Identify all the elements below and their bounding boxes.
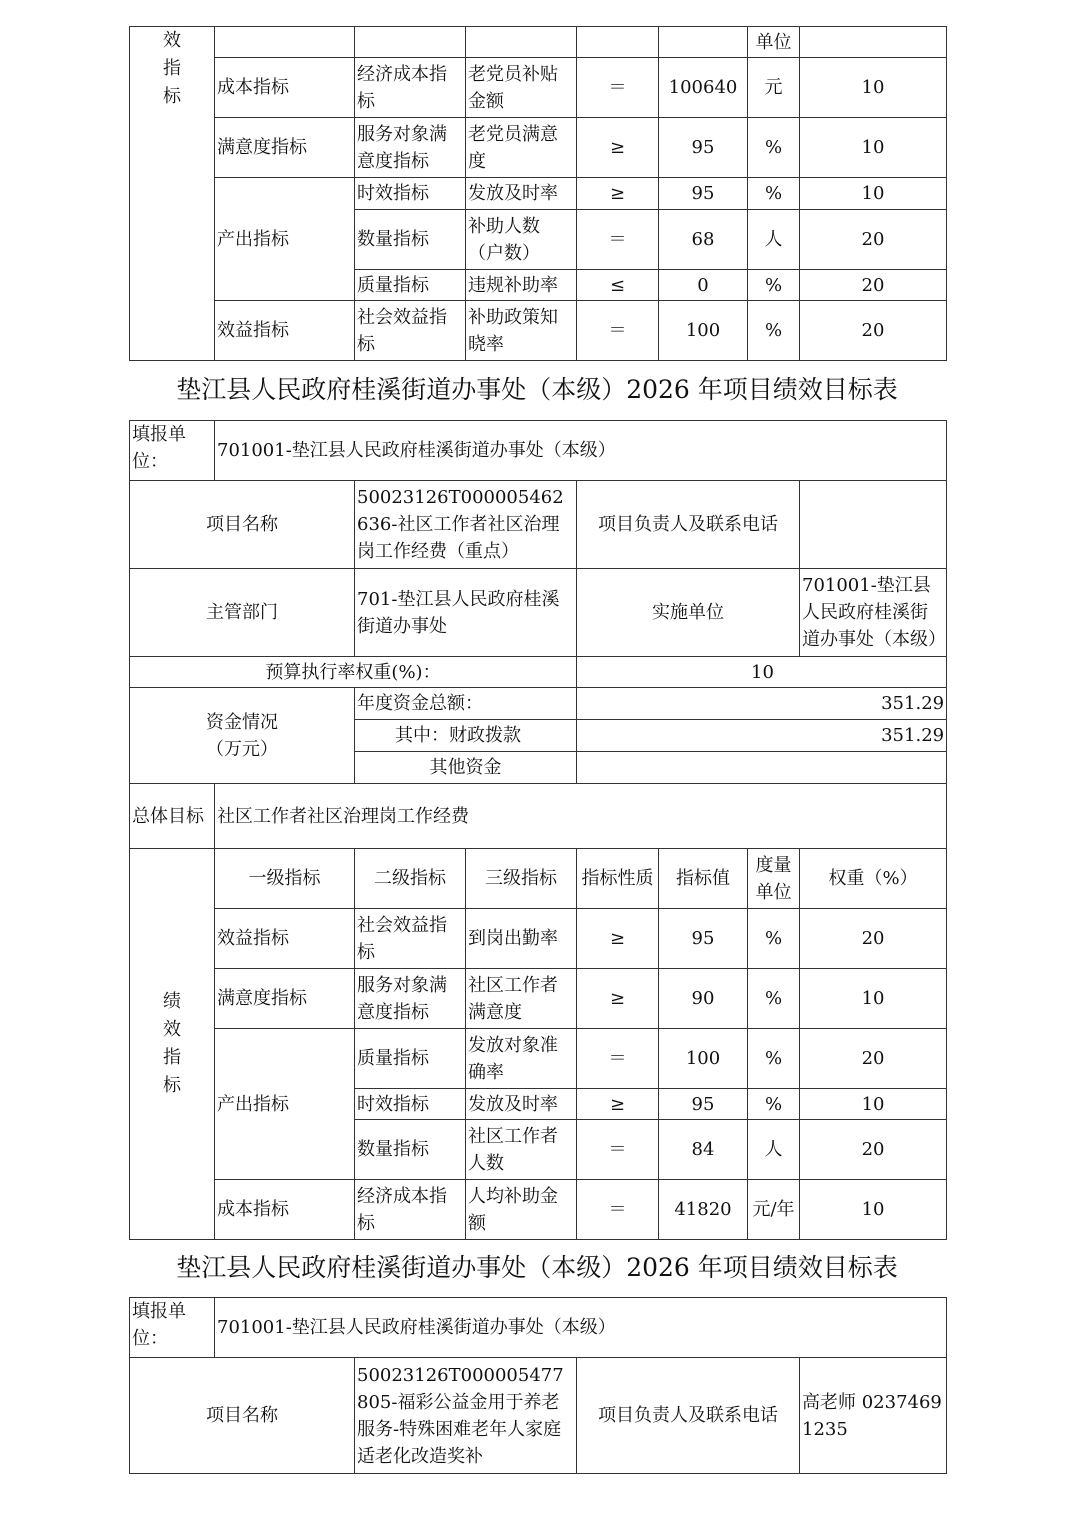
table-row	[130, 969, 947, 1029]
level1-cell: 满意度指标	[215, 969, 355, 1029]
weight-cell: 10	[800, 58, 947, 118]
fill-unit-label: 填报单位：	[130, 421, 215, 481]
operator-cell: ≥	[577, 118, 659, 178]
dept-label: 主管部门	[130, 569, 355, 657]
level2-cell: 服务对象满意度指标	[355, 969, 466, 1029]
level1-cell: 满意度指标	[215, 118, 355, 178]
level3-cell: 人均补助金额	[466, 1180, 577, 1240]
table-row	[130, 301, 947, 361]
table-row	[130, 178, 947, 210]
operator-cell: ≥	[577, 969, 659, 1029]
performance-table-2	[129, 1297, 947, 1474]
level3-cell: 到岗出勤率	[466, 909, 577, 969]
level2-cell: 服务对象满意度指标	[355, 118, 466, 178]
cell-empty	[215, 27, 355, 58]
contact-label: 项目负责人及联系电话	[577, 481, 800, 569]
table-row	[130, 1029, 947, 1089]
dept-value: 701-垫江县人民政府桂溪街道办事处	[355, 569, 577, 657]
value-cell: 95	[659, 1089, 748, 1120]
header-weight: 权重（%）	[800, 849, 947, 909]
value-cell: 0	[659, 270, 748, 301]
other-fund-value	[577, 752, 947, 784]
unit-cell: %	[748, 1089, 800, 1120]
contact-value	[800, 481, 947, 569]
value-cell: 100	[659, 1029, 748, 1089]
header-level3: 三级指标	[466, 849, 577, 909]
weight-cell: 20	[800, 909, 947, 969]
value-cell: 100	[659, 301, 748, 361]
goal-value: 社区工作者社区治理岗工作经费	[215, 784, 947, 849]
operator-cell: ＝	[577, 1120, 659, 1180]
level1-cell: 效益指标	[215, 909, 355, 969]
level3-cell: 补助人数（户数）	[466, 210, 577, 270]
weight-cell: 20	[800, 1120, 947, 1180]
weight-cell: 10	[800, 178, 947, 210]
project-name-value: 50023126T000005477805-福彩公益金用于养老服务-特殊困难老年人家庭适老化改造奖补	[355, 1358, 577, 1474]
top-performance-table	[129, 26, 947, 361]
fill-unit-value: 701001-垫江县人民政府桂溪街道办事处（本级）	[215, 421, 947, 481]
operator-cell: ≥	[577, 909, 659, 969]
table-row	[130, 118, 947, 178]
cell-empty	[659, 27, 748, 58]
fiscal-fund-value: 351.29	[577, 720, 947, 752]
operator-cell: ≤	[577, 270, 659, 301]
operator-cell: ＝	[577, 1180, 659, 1240]
value-cell: 41820	[659, 1180, 748, 1240]
level3-cell: 发放对象准确率	[466, 1029, 577, 1089]
header-level1: 一级指标	[215, 849, 355, 909]
perf-side-label: 绩 效 指 标	[130, 849, 215, 1240]
weight-cell: 20	[800, 301, 947, 361]
fill-unit-label: 填报单位：	[130, 1298, 215, 1358]
unit-cell: 元	[748, 58, 800, 118]
level2-cell: 社会效益指标	[355, 909, 466, 969]
level3-cell: 社区工作者人数	[466, 1120, 577, 1180]
budget-weight-value: 10	[577, 657, 947, 688]
level2-cell: 数量指标	[355, 210, 466, 270]
level2-cell: 质量指标	[355, 270, 466, 301]
table-row	[130, 58, 947, 118]
cell-empty	[577, 27, 659, 58]
weight-cell: 10	[800, 1089, 947, 1120]
project-name-label: 项目名称	[130, 1358, 355, 1474]
unit-cell: 人	[748, 210, 800, 270]
level2-cell: 经济成本指标	[355, 58, 466, 118]
fund-label: 资金情况 （万元）	[130, 688, 355, 784]
level3-cell: 补助政策知晓率	[466, 301, 577, 361]
level3-cell: 发放及时率	[466, 1089, 577, 1120]
header-nature: 指标性质	[577, 849, 659, 909]
unit-cell: %	[748, 178, 800, 210]
level2-cell: 经济成本指标	[355, 1180, 466, 1240]
level1-cell: 产出指标	[215, 1029, 355, 1180]
unit-cell: %	[748, 301, 800, 361]
level2-cell: 质量指标	[355, 1029, 466, 1089]
level1-cell: 成本指标	[215, 58, 355, 118]
project-name-label: 项目名称	[130, 481, 355, 569]
contact-label: 项目负责人及联系电话	[577, 1358, 800, 1474]
unit-cell: %	[748, 969, 800, 1029]
operator-cell: ＝	[577, 301, 659, 361]
level3-cell: 老党员满意度	[466, 118, 577, 178]
perf-side-label: 效 指 标	[130, 27, 215, 361]
level3-cell: 老党员补贴金额	[466, 58, 577, 118]
level2-cell: 时效指标	[355, 178, 466, 210]
level3-cell: 社区工作者满意度	[466, 969, 577, 1029]
page-title: 垫江县人民政府桂溪街道办事处（本级）2026 年项目绩效目标表	[176, 1253, 898, 1282]
unit-cell: %	[748, 270, 800, 301]
table-row	[130, 909, 947, 969]
cell-empty	[355, 27, 466, 58]
header-unit: 单位	[748, 27, 800, 58]
level1-cell: 成本指标	[215, 1180, 355, 1240]
table-row	[130, 1180, 947, 1240]
cell-empty	[800, 27, 947, 58]
header-level2: 二级指标	[355, 849, 466, 909]
value-cell: 68	[659, 210, 748, 270]
level2-cell: 社会效益指标	[355, 301, 466, 361]
value-cell: 95	[659, 118, 748, 178]
annual-fund-label: 年度资金总额：	[355, 688, 577, 720]
header-unit: 度量单位	[748, 849, 800, 909]
header-value: 指标值	[659, 849, 748, 909]
level3-cell: 发放及时率	[466, 178, 577, 210]
operator-cell: ＝	[577, 1029, 659, 1089]
value-cell: 84	[659, 1120, 748, 1180]
annual-fund-value: 351.29	[577, 688, 947, 720]
weight-cell: 20	[800, 1029, 947, 1089]
unit-cell: %	[748, 118, 800, 178]
project-name-value: 50023126T000005462636-社区工作者社区治理岗工作经费（重点）	[355, 481, 577, 569]
budget-weight-label: 预算执行率权重(%)：	[130, 657, 577, 688]
impl-label: 实施单位	[577, 569, 800, 657]
weight-cell: 10	[800, 969, 947, 1029]
level3-cell: 违规补助率	[466, 270, 577, 301]
operator-cell: ≥	[577, 1089, 659, 1120]
level2-cell: 数量指标	[355, 1120, 466, 1180]
page-title: 垫江县人民政府桂溪街道办事处（本级）2026 年项目绩效目标表	[176, 375, 898, 404]
goal-label: 总体目标	[130, 784, 215, 849]
other-fund-label: 其他资金	[355, 752, 577, 784]
unit-cell: %	[748, 909, 800, 969]
weight-cell: 20	[800, 210, 947, 270]
weight-cell: 10	[800, 118, 947, 178]
weight-cell: 20	[800, 270, 947, 301]
fill-unit-value: 701001-垫江县人民政府桂溪街道办事处（本级）	[215, 1298, 947, 1358]
weight-cell: 10	[800, 1180, 947, 1240]
cell-empty	[466, 27, 577, 58]
level1-cell: 产出指标	[215, 178, 355, 301]
unit-cell: 元/年	[748, 1180, 800, 1240]
operator-cell: ≥	[577, 178, 659, 210]
fiscal-fund-label: 其中：财政拨款	[355, 720, 577, 752]
value-cell: 95	[659, 178, 748, 210]
level1-cell: 效益指标	[215, 301, 355, 361]
performance-table-1	[129, 420, 947, 1240]
impl-value: 701001-垫江县人民政府桂溪街道办事处（本级）	[800, 569, 947, 657]
level2-cell: 时效指标	[355, 1089, 466, 1120]
unit-cell: 人	[748, 1120, 800, 1180]
value-cell: 100640	[659, 58, 748, 118]
operator-cell: ＝	[577, 58, 659, 118]
value-cell: 90	[659, 969, 748, 1029]
unit-cell: %	[748, 1029, 800, 1089]
value-cell: 95	[659, 909, 748, 969]
contact-value: 高老师 02374691235	[800, 1358, 947, 1474]
operator-cell: ＝	[577, 210, 659, 270]
